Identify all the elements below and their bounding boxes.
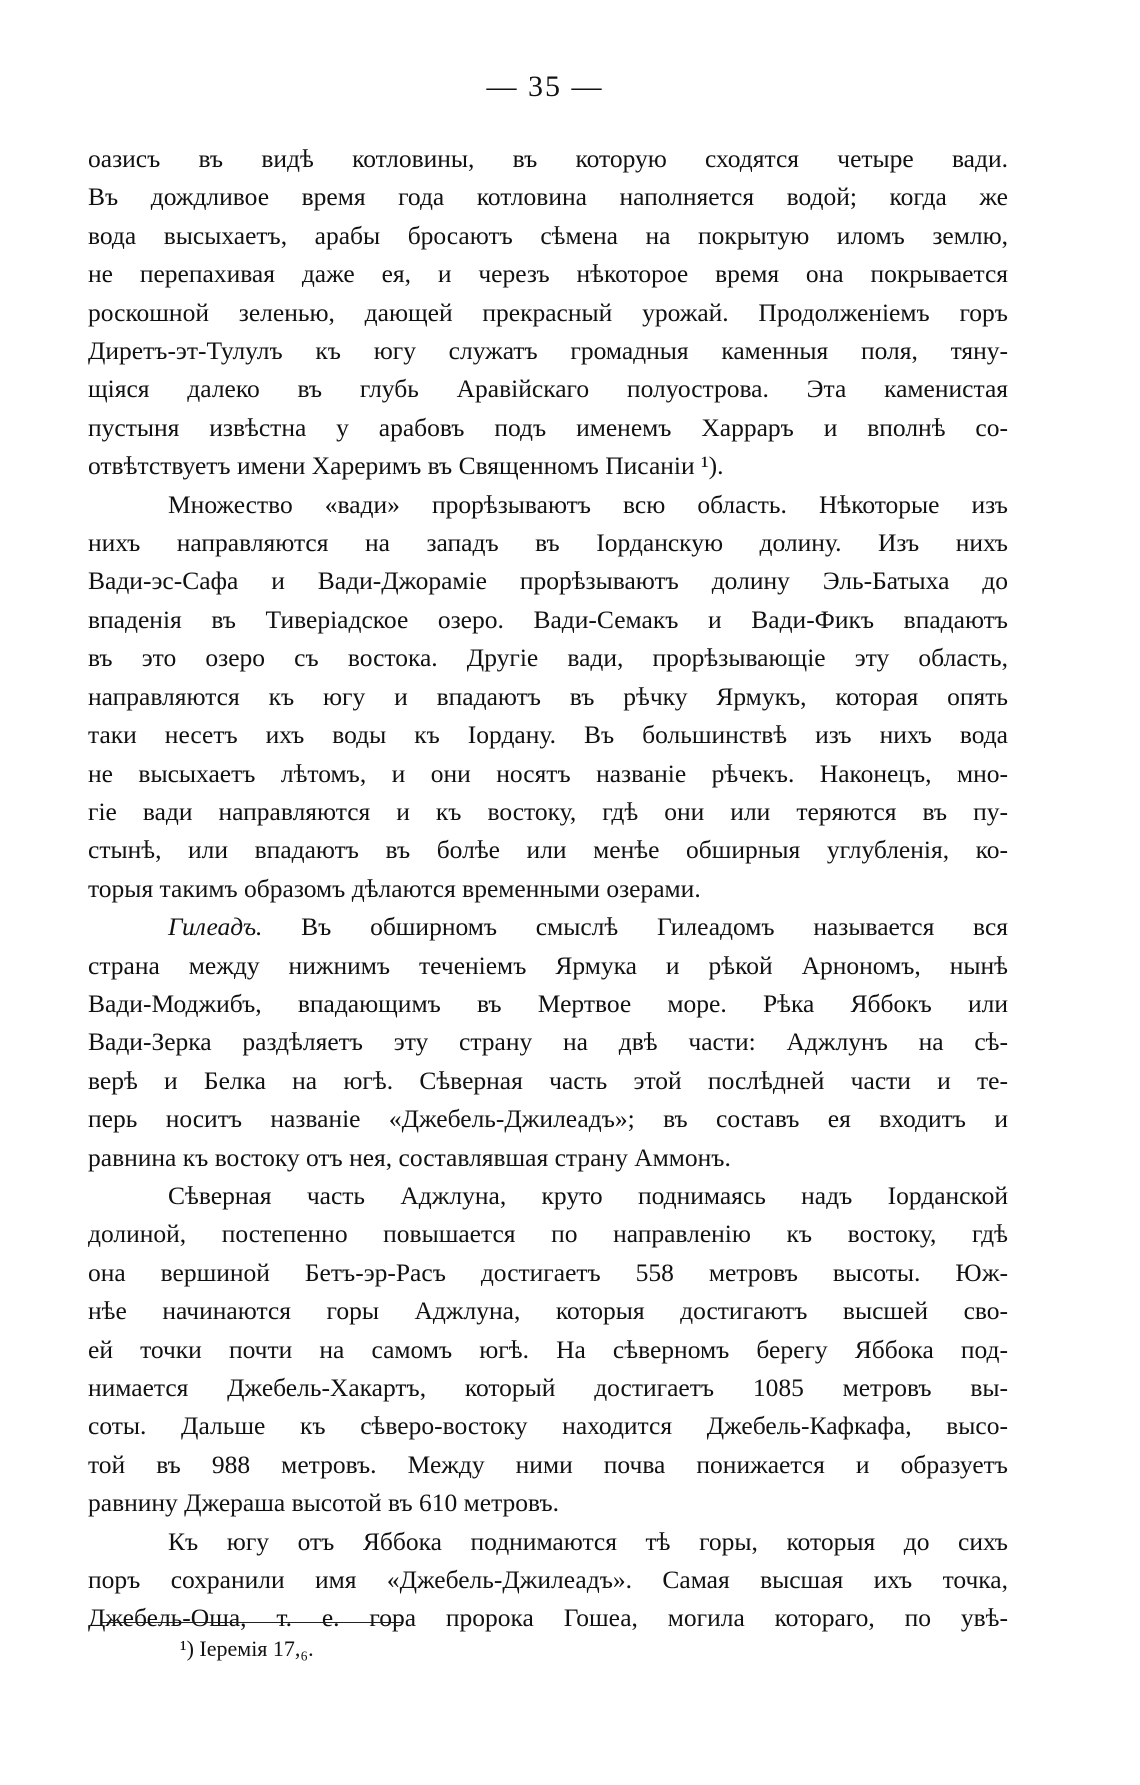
text-line: Въ дождливое время года котловина наполняется водой; когда же [88, 182, 1008, 212]
text-line: отвѣтствуетъ имени Хареримъ въ Священномъ Писаніи ¹). [88, 451, 724, 481]
text-line: равнину Джераша высотой въ 610 метровъ. [88, 1488, 560, 1518]
footnote-divider [102, 1622, 402, 1623]
text-line: гіе вади направляются и къ востоку, гдѣ они или теряются въ пу- [88, 796, 1008, 826]
text-line: поръ сохранили имя «Джебель-Джилеадъ». Самая высшая ихъ точка, [88, 1565, 1008, 1595]
text-line: той въ 988 метровъ. Между ними почва понижается и образуетъ [88, 1449, 1008, 1479]
text-line: впаденія въ Тиверіадское озеро. Вади-Семакъ и Вади-Фикъ впадаютъ [88, 604, 1008, 634]
text-line: ей точки почти на самомъ югѣ. На сѣверномъ берегу Яббока под- [88, 1334, 1008, 1364]
text-line: вода высыхаетъ, арабы бросаютъ сѣмена на покрытую иломъ землю, [88, 220, 1008, 250]
text-line: пустыня извѣстна у арабовъ подъ именемъ Харраръ и вполнѣ со- [88, 412, 1008, 442]
text-line: нимается Джебель-Хакартъ, который достигаетъ 1085 метровъ вы- [88, 1373, 1008, 1402]
text-line: роскошной зеленью, дающей прекрасный урожай. Продолженіемъ горъ [88, 297, 1008, 327]
paragraph-3 [88, 908, 1008, 1177]
footnote: ¹) Іеремія 17,₆. [180, 1636, 314, 1661]
paragraph-2 [88, 486, 1008, 908]
text-line: нѣе начинаются горы Аджлуна, которыя достигаютъ высшей сво- [88, 1296, 1008, 1326]
text-line: въ это озеро съ востока. Другіе вади, прорѣзывающіе эту область, [88, 643, 1008, 673]
text-line: Вади-Зерка раздѣляетъ эту страну на двѣ части: Аджлунъ на сѣ- [88, 1027, 1008, 1057]
text-line: не перепахивая даже ея, и черезъ нѣкоторое время она покрывается [88, 259, 1008, 289]
text-line: Множество «вади» прорѣзываютъ всю область. Нѣкоторые изъ [168, 489, 1008, 519]
text-line: Джебель-Оша, т. е. гора пророка Гошеа, могила котораго, по увѣ- [88, 1603, 1008, 1633]
text-line: Диретъ-эт-Тулулъ къ югу служатъ громадныя каменныя поля, тяну- [88, 336, 1008, 366]
text-line: равнина къ востоку отъ нея, составлявшая страну Аммонъ. [88, 1142, 731, 1172]
text-line: щіяся далеко въ глубь Аравійскаго полуострова. Эта каменистая [88, 374, 1008, 404]
text-line: стынѣ, или впадаютъ въ болѣе или менѣе обширныя углубленія, ко- [88, 835, 1008, 865]
text-line: она вершиной Бетъ-эр-Расъ достигаетъ 558 метровъ высоты. Юж- [88, 1257, 1008, 1287]
text-line [88, 908, 1008, 946]
text-line: соты. Дальше къ сѣверо-востоку находится Джебель-Кафкафа, высо- [88, 1411, 1008, 1441]
text-line: Вади-Моджибъ, впадающимъ въ Мертвое море. Рѣка Яббокъ или [88, 988, 1008, 1018]
page-number: — 35 — [486, 70, 604, 103]
text-line: Вади-эс-Сафа и Вади-Джораміе прорѣзываютъ долину Эль-Батыха до [88, 566, 1008, 596]
text-line: Къ югу отъ Яббока поднимаются тѣ горы, которыя до сихъ [168, 1526, 1008, 1556]
paragraph-1 [88, 140, 1008, 486]
text-line: направляются къ югу и впадаютъ въ рѣчку Ярмукъ, которая опять [88, 681, 1008, 711]
paragraph-5 [88, 1523, 1008, 1638]
text-line: перь носитъ названіе «Джебель-Джилеадъ»; въ составъ ея входитъ и [88, 1104, 1008, 1134]
text-line: страна между нижнимъ теченіемъ Ярмука и рѣкой Арнономъ, нынѣ [88, 950, 1008, 980]
text-line: долиной, постепенно повышается по направленію къ востоку, гдѣ [88, 1219, 1008, 1249]
text-line: Сѣверная часть Аджлуна, круто поднимаясь надъ Іорданской [168, 1180, 1008, 1210]
text-line: не высыхаетъ лѣтомъ, и они носятъ названіе рѣчекъ. Наконецъ, мно- [88, 758, 1008, 788]
text-line: торыя такимъ образомъ дѣлаются временными озерами. [88, 873, 701, 903]
text-line: таки несетъ ихъ воды къ Іордану. Въ большинствѣ изъ нихъ вода [88, 720, 1008, 750]
text-line: верѣ и Белка на югѣ. Сѣверная часть этой послѣдней части и те- [88, 1065, 1008, 1095]
text-segment: Въ обширномъ смыслѣ Гилеадомъ называется вся [301, 912, 1008, 942]
body-text [88, 140, 1008, 1638]
paragraph-4 [88, 1177, 1008, 1523]
text-line: нихъ направляются на западъ въ Іорданскую долину. Изъ нихъ [88, 528, 1008, 558]
text-line: оазисъ въ видѣ котловины, въ которую сходятся четыре вади. [88, 144, 1008, 173]
section-heading: Гилеадъ. [168, 912, 263, 942]
